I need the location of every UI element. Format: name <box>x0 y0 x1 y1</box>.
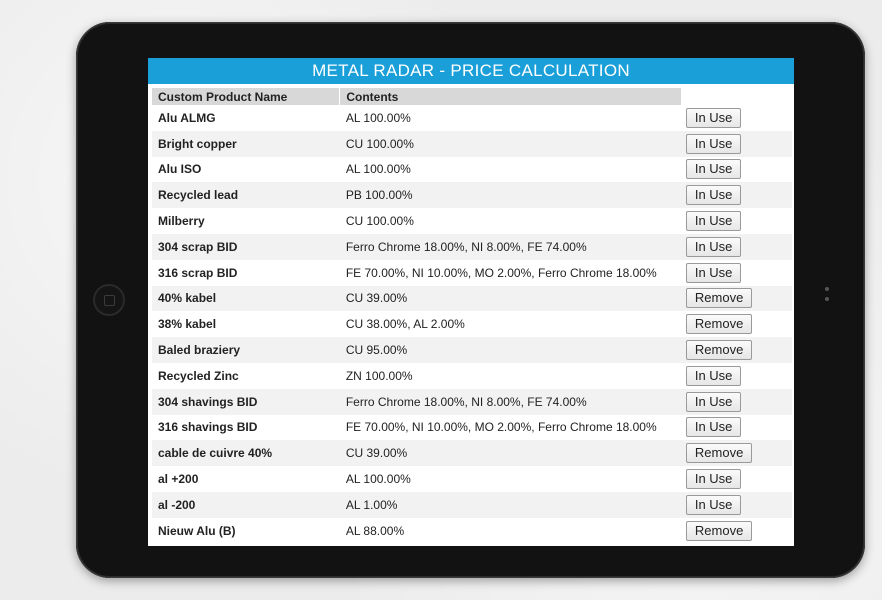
in-use-button[interactable]: In Use <box>686 417 741 437</box>
product-name-cell: Nieuw Alu (B) <box>158 523 236 538</box>
contents-cell: AL 100.00% <box>345 472 411 487</box>
table-row <box>152 260 792 286</box>
contents-cell: AL 100.00% <box>345 110 411 125</box>
table-row <box>152 415 792 441</box>
product-name-cell: 316 scrap BID <box>158 265 238 280</box>
product-name-cell: Alu ALMG <box>158 110 216 125</box>
contents-cell: CU 38.00%, AL 2.00% <box>345 317 465 332</box>
products-table <box>152 88 792 544</box>
remove-button[interactable]: Remove <box>686 314 752 334</box>
product-name-cell: 38% kabel <box>158 317 217 332</box>
table-row <box>152 363 792 389</box>
remove-button[interactable]: Remove <box>686 340 752 360</box>
table-row <box>152 208 792 234</box>
product-name-cell: al +200 <box>158 472 199 487</box>
contents-cell: CU 100.00% <box>345 214 414 229</box>
action-cell <box>681 157 791 183</box>
table-row <box>152 105 792 131</box>
action-cell <box>681 337 791 363</box>
action-cell <box>681 440 791 466</box>
table-row <box>152 440 792 466</box>
product-name-cell: al -200 <box>152 492 340 518</box>
table-row <box>152 337 792 363</box>
contents-cell: Ferro Chrome 18.00%, NI 8.00%, FE 74.00% <box>340 389 681 415</box>
contents-cell: CU 39.00% <box>340 440 681 466</box>
camera-icon <box>825 287 829 301</box>
action-cell <box>681 131 791 157</box>
table-row <box>152 131 792 157</box>
in-use-button[interactable]: In Use <box>686 469 741 489</box>
action-cell <box>681 182 791 208</box>
in-use-button[interactable]: In Use <box>686 392 741 412</box>
contents-cell: CU 95.00% <box>340 337 681 363</box>
table-row <box>152 182 792 208</box>
in-use-button[interactable]: In Use <box>686 211 741 231</box>
in-use-button[interactable]: In Use <box>686 495 741 515</box>
product-name-cell: Bright copper <box>152 131 340 157</box>
product-name-cell: Baled braziery <box>152 337 340 363</box>
action-cell <box>681 415 791 441</box>
table-row <box>152 234 792 260</box>
app-screen <box>148 58 794 546</box>
action-cell <box>681 389 791 415</box>
contents-cell: AL 100.00% <box>345 162 411 177</box>
contents-cell: CU 100.00% <box>340 131 681 157</box>
page-title: METAL RADAR - PRICE CALCULATION <box>148 58 794 84</box>
contents-cell: ZN 100.00% <box>345 368 413 383</box>
product-name-cell: Milberry <box>158 214 205 229</box>
action-cell <box>681 492 791 518</box>
home-square-icon <box>104 295 115 306</box>
action-cell <box>681 466 791 492</box>
product-name-cell: 40% kabel <box>152 286 340 312</box>
table-row <box>152 311 792 337</box>
product-name-cell: 304 shavings BID <box>152 389 340 415</box>
in-use-button[interactable]: In Use <box>686 237 741 257</box>
contents-cell: FE 70.00%, NI 10.00%, MO 2.00%, Ferro Chrome 18.00% <box>345 265 657 280</box>
product-name-cell: Recycled Zinc <box>158 368 239 383</box>
table-row <box>152 157 792 183</box>
in-use-button[interactable]: In Use <box>686 263 741 283</box>
contents-cell: CU 39.00% <box>340 286 681 312</box>
action-cell <box>681 208 791 234</box>
remove-button[interactable]: Remove <box>686 443 752 463</box>
product-name-cell: 316 shavings BID <box>158 420 258 435</box>
product-name-cell: Alu ISO <box>158 162 202 177</box>
table-row <box>152 389 792 415</box>
in-use-button[interactable]: In Use <box>686 159 741 179</box>
product-name-cell: cable de cuivre 40% <box>152 440 340 466</box>
contents-cell: PB 100.00% <box>340 182 681 208</box>
in-use-button[interactable]: In Use <box>686 185 741 205</box>
contents-cell: Ferro Chrome 18.00%, NI 8.00%, FE 74.00% <box>340 234 681 260</box>
action-cell <box>681 286 791 312</box>
remove-button[interactable]: Remove <box>686 288 752 308</box>
column-header-name: Custom Product Name <box>152 88 340 105</box>
action-cell <box>681 234 791 260</box>
in-use-button[interactable]: In Use <box>686 108 741 128</box>
table-row <box>152 466 792 492</box>
action-cell <box>681 518 791 544</box>
table-header-row <box>152 88 792 105</box>
product-name-cell: Recycled lead <box>152 182 340 208</box>
product-name-cell: 304 scrap BID <box>152 234 340 260</box>
table-row <box>152 518 792 544</box>
table-row <box>152 286 792 312</box>
contents-cell: FE 70.00%, NI 10.00%, MO 2.00%, Ferro Chrome 18.00% <box>345 420 657 435</box>
action-cell <box>681 363 791 389</box>
in-use-button[interactable]: In Use <box>686 366 741 386</box>
action-cell <box>681 105 791 131</box>
home-button[interactable] <box>93 284 125 316</box>
column-header-contents: Contents <box>340 88 681 105</box>
action-cell <box>681 311 791 337</box>
column-header-action <box>681 88 791 105</box>
action-cell <box>681 260 791 286</box>
remove-button[interactable]: Remove <box>686 521 752 541</box>
table-row <box>152 492 792 518</box>
in-use-button[interactable]: In Use <box>686 134 741 154</box>
contents-cell: AL 88.00% <box>345 523 405 538</box>
contents-cell: AL 1.00% <box>340 492 681 518</box>
